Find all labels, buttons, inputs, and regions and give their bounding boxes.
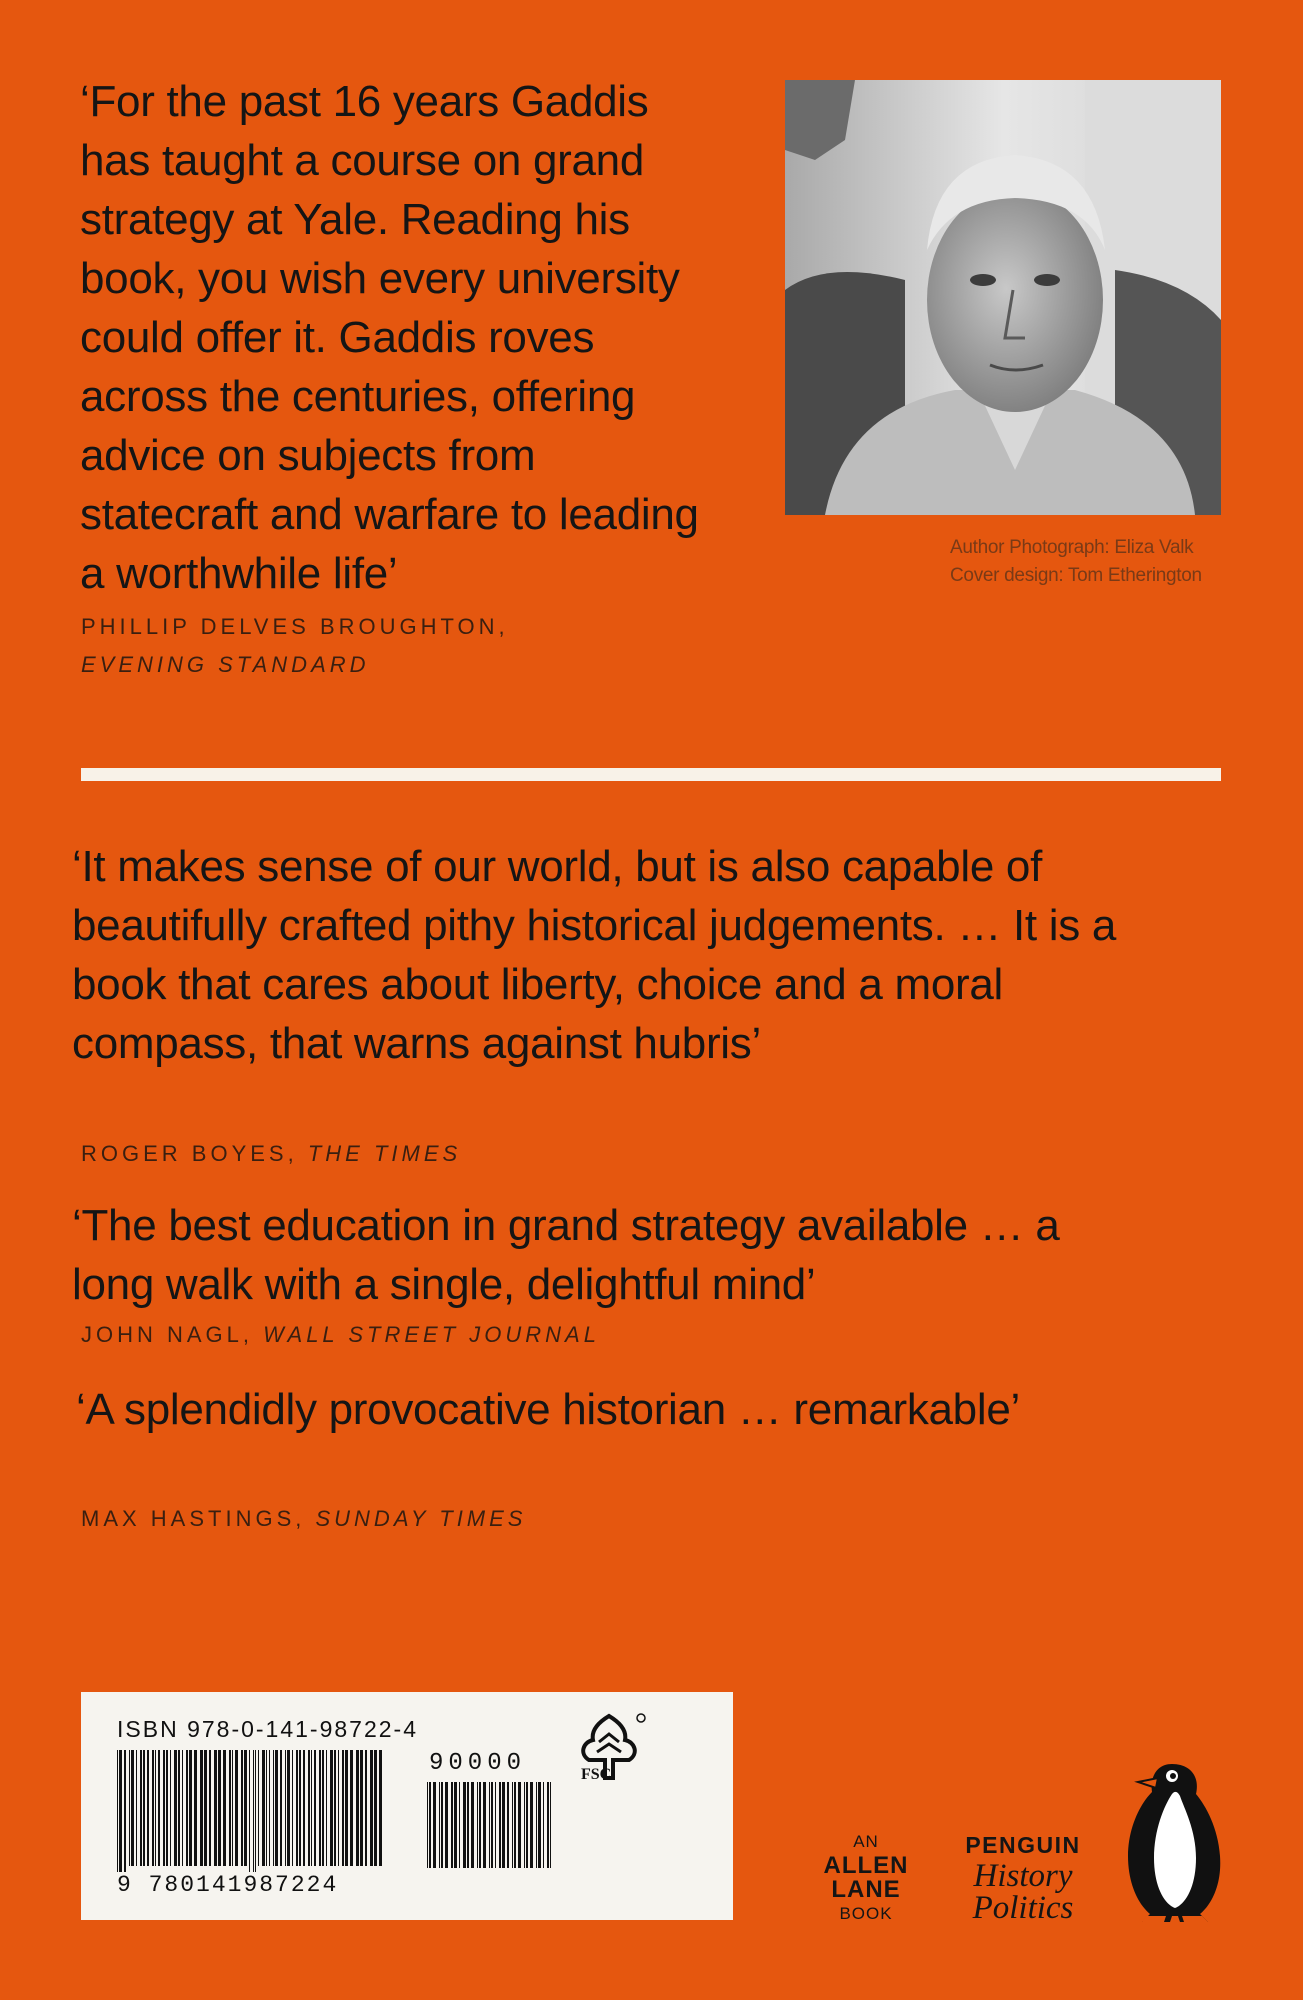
barcode-bar — [427, 1782, 428, 1868]
barcode-bar — [117, 1750, 118, 1880]
barcode-bar — [218, 1750, 221, 1866]
barcode-panel — [81, 1692, 733, 1920]
barcode-bar — [194, 1750, 197, 1866]
barcode-first-digit: 9 — [117, 1872, 133, 1898]
barcode-bar — [338, 1750, 339, 1866]
barcode-bar — [166, 1750, 168, 1866]
barcode-bar — [507, 1782, 509, 1868]
barcode-bar — [124, 1750, 126, 1880]
quote-attribution — [81, 1316, 600, 1354]
price-code: 90000 — [429, 1750, 527, 1777]
barcode-bar — [495, 1782, 496, 1868]
isbn-label: ISBN 978-0-141-98722-4 — [117, 1716, 418, 1742]
barcode-number: 780141987224 — [148, 1872, 339, 1898]
barcode-bar — [249, 1750, 250, 1880]
quote-text: ‘For the past 16 years Gaddis has taught a course on grand strategy at Yale. Reading his book, you wish every university could offer it. Gaddis roves across the centuries, offering advice on subjects from statecraft and warfare to leading a worthwhile life’ — [80, 77, 699, 598]
quote-author: PHILLIP DELVES BROUGHTON, — [81, 614, 509, 639]
barcode-bar — [136, 1750, 137, 1866]
barcode-bar — [253, 1750, 254, 1880]
quote-author: ROGER BOYES, — [81, 1141, 298, 1166]
imprint-label — [958, 1830, 1088, 1924]
barcode-bar — [280, 1750, 282, 1866]
barcode-bar — [266, 1750, 267, 1866]
barcode-bar — [311, 1750, 312, 1866]
author-photo — [785, 80, 1221, 515]
penguin-logo-icon — [1120, 1756, 1228, 1926]
barcode-bar — [232, 1750, 233, 1866]
barcode-bar — [350, 1750, 353, 1866]
barcode-bar — [209, 1750, 211, 1866]
barcode-bar — [379, 1750, 382, 1866]
design-credit: Cover design: Tom Etherington — [950, 565, 1202, 586]
quote-author: JOHN NAGL, — [81, 1322, 254, 1347]
barcode-bar — [429, 1782, 431, 1868]
allen-lane-logo — [818, 1830, 914, 1926]
barcode-bar — [223, 1750, 226, 1866]
barcode-bar — [287, 1750, 290, 1866]
barcode-bar — [119, 1750, 122, 1880]
barcode-bar — [152, 1750, 154, 1866]
quote-source: SUNDAY TIMES — [315, 1506, 527, 1531]
barcode-bar — [131, 1750, 134, 1866]
barcode-bar — [299, 1750, 301, 1866]
barcode-bar — [214, 1750, 217, 1866]
barcode-bar — [477, 1782, 478, 1868]
barcode-bar — [303, 1750, 305, 1866]
barcode-bar — [499, 1782, 501, 1868]
barcode-bar — [170, 1750, 171, 1866]
barcode-bar — [374, 1750, 377, 1866]
barcode-bar — [538, 1782, 541, 1868]
barcode-bar — [155, 1750, 156, 1866]
quote-attribution — [81, 608, 509, 684]
allen-lane-book: BOOK — [839, 1904, 893, 1923]
barcode-bar — [543, 1782, 544, 1868]
barcode-bar — [345, 1750, 348, 1866]
quote-author: MAX HASTINGS, — [81, 1506, 306, 1531]
allen-lane-an: AN — [853, 1832, 879, 1851]
quote-text: ‘The best education in grand strategy available … a long walk with a single, delightful mind’ — [72, 1201, 1060, 1309]
cover-credits — [950, 534, 1202, 590]
barcode-bar — [439, 1782, 440, 1868]
barcode-bar — [296, 1750, 298, 1866]
barcode-bar — [182, 1750, 183, 1866]
photo-credit: Author Photograph: Eliza Valk — [950, 537, 1194, 558]
imprint-history: History — [973, 1858, 1073, 1894]
barcode-bar — [140, 1750, 142, 1866]
barcode-bar — [308, 1750, 310, 1866]
barcode-bar — [550, 1782, 551, 1868]
barcode-bar — [334, 1750, 336, 1866]
imprint-politics: Politics — [972, 1890, 1074, 1926]
barcode-bar — [536, 1782, 537, 1868]
barcode-bar — [186, 1750, 188, 1866]
barcode-bar — [244, 1750, 247, 1866]
barcode-bar — [530, 1782, 533, 1868]
barcode-bar — [275, 1750, 278, 1866]
barcode-bar — [241, 1750, 243, 1866]
penguin-brand: PENGUIN — [965, 1832, 1081, 1858]
barcode-bar — [129, 1750, 130, 1866]
barcode-bar — [483, 1782, 486, 1868]
barcode-bar — [262, 1750, 265, 1866]
barcode-bar — [365, 1750, 367, 1866]
quote-source: EVENING STANDARD — [81, 652, 370, 677]
barcode-bar — [467, 1782, 469, 1868]
barcode-bar — [314, 1750, 316, 1866]
barcode-bar — [235, 1750, 238, 1866]
barcode-bar — [273, 1750, 274, 1866]
barcode-bar — [322, 1750, 324, 1866]
barcode-bar — [292, 1750, 293, 1866]
barcode-bar — [547, 1782, 549, 1868]
barcode-bar — [342, 1750, 344, 1866]
fsc-label: FSC — [581, 1766, 612, 1783]
barcode-bar — [147, 1750, 149, 1866]
barcode-bar — [158, 1750, 160, 1866]
barcode-bar — [441, 1782, 443, 1868]
barcode-bar — [178, 1750, 180, 1866]
barcode-bar — [433, 1782, 436, 1868]
barcode-bar — [255, 1750, 256, 1880]
quote-text: ‘It makes sense of our world, but is also capable of beautifully crafted pithy historical judgements. … It is a book that cares about liberty, choice and a moral compass, that warns against hubris’ — [72, 842, 1116, 1068]
barcode-bar — [229, 1750, 231, 1866]
barcode-bar — [356, 1750, 359, 1866]
quote-attribution — [81, 1500, 526, 1538]
barcode-bar — [143, 1750, 145, 1866]
barcode-bar — [454, 1782, 457, 1868]
barcode-bar — [360, 1750, 363, 1866]
quote-source: THE TIMES — [307, 1141, 462, 1166]
quote-source: WALL STREET JOURNAL — [263, 1322, 600, 1347]
barcode-bar — [285, 1750, 286, 1866]
barcode-bar — [319, 1750, 321, 1866]
quote-text: ‘A splendidly provocative historian … remarkable’ — [76, 1385, 1020, 1434]
barcode-bar — [326, 1750, 327, 1866]
barcode-bar — [479, 1782, 481, 1868]
barcode-bar — [514, 1782, 516, 1868]
barcode-digits — [117, 1872, 340, 1898]
barcode-bar — [512, 1782, 513, 1868]
allen-lane-lane: LANE — [831, 1876, 901, 1903]
barcode-bar — [524, 1782, 525, 1868]
barcode-bar — [491, 1782, 493, 1868]
author-portrait-illustration — [785, 80, 1221, 515]
barcode-bar — [174, 1750, 177, 1866]
barcode-bar — [204, 1750, 207, 1866]
section-divider — [81, 768, 1221, 781]
barcode-bar — [330, 1750, 333, 1866]
barcode-bar — [269, 1750, 270, 1866]
barcode-bar — [445, 1782, 448, 1868]
barcode-bar — [459, 1782, 460, 1868]
barcode-bar — [518, 1782, 521, 1868]
barcode-bar — [489, 1782, 490, 1868]
barcode-bar — [258, 1750, 259, 1866]
price-barcode — [427, 1782, 555, 1882]
barcode-bar — [163, 1750, 165, 1866]
allen-lane-allen: ALLEN — [823, 1852, 909, 1879]
barcode-bar — [189, 1750, 192, 1866]
barcode-bar — [526, 1782, 528, 1868]
quote-attribution — [81, 1135, 461, 1173]
barcode-bar — [463, 1782, 466, 1868]
barcode-bar — [471, 1782, 474, 1868]
barcode-bar — [200, 1750, 203, 1866]
barcode-bar — [502, 1782, 505, 1868]
barcode-bar — [370, 1750, 373, 1866]
barcode-bar — [451, 1782, 453, 1868]
isbn-barcode — [117, 1750, 387, 1880]
